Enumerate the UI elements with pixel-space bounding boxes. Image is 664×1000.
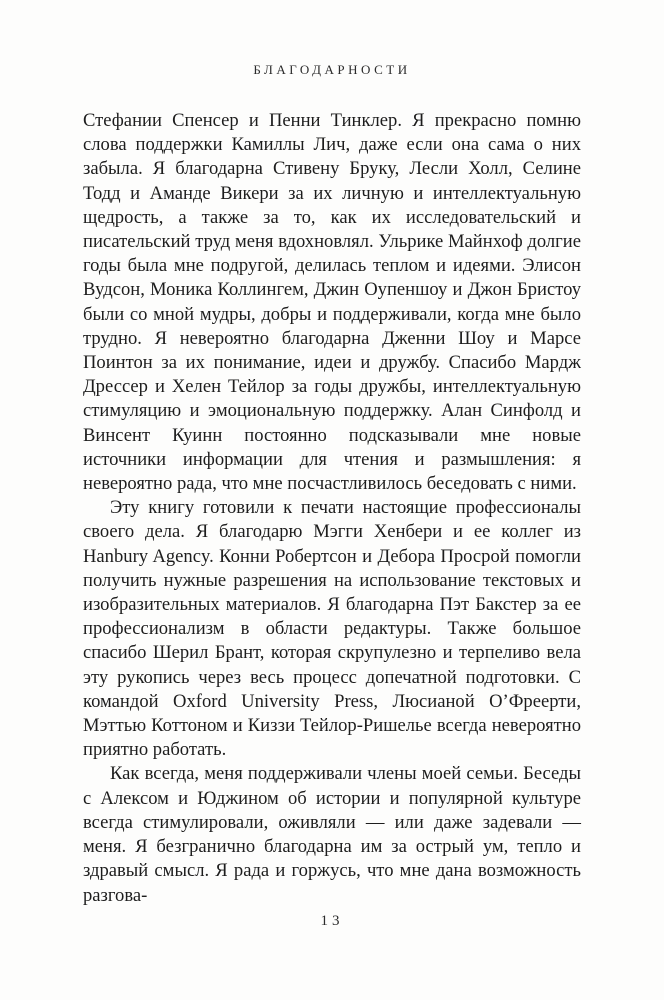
paragraph: Как всегда, меня поддерживали члены моей семьи. Беседы с Алексом и Юджином об истории и популярной культуре всегда стимулировали, оживляли — или даже задевали — меня. Я безгранично благодарна им за острый ум, тепло и здравый смысл. Я рада и горжусь, что мне дана возможность разгова- xyxy=(83,763,581,906)
page-number: 13 xyxy=(320,913,344,929)
paragraph-continuation: Стефании Спенсер и Пенни Тинклер. Я прекрасно помню слова поддержки Камиллы Лич, даже если она сама о них забыла. Я благодарна Стивену Бруку, Лесли Холл, Селине Тодд и Аманде Викери за их личную и интеллектуальную щедрость, а также за то, как их исследовательский и писательский труд меня вдохновлял. Ульрике Майнхоф долгие годы была мне подругой, делилась теплом и идеями. Элисон Вудсон, Моника Коллингем, Джин Оупеншоу и Джон Бристоу были со мной мудры, добры и поддерживали, когда мне было трудно. Я невероятно благодарна Дженни Шоу и Марсе Поинтон за их понимание, идеи и дружбу. Спасибо Мардж Дрессер и Хелен Тейлор за годы дружбы, интеллектуальную стимуляцию и эмоциональную поддержку. Алан Синфолд и Винсент Куинн постоянно подсказывали мне новые источники информации для чтения и размышления: я невероятно рада, что мне посчастливилось беседовать с ними. xyxy=(83,110,581,495)
paragraph: Эту книгу готовили к печати настоящие профессионалы своего дела. Я благодарю Мэгги Хенбери и ее коллег из Hanbury Agency. Конни Робертсон и Дебора Просрой помогли получить нужные разрешения на использование текстовых и изобразительных материалов. Я благодарна Пэт Бакстер за ее профессионализм в области редактуры. Также большое спасибо Шерил Брант, которая скрупулезно и терпеливо вела эту рукопись через весь процесс допечатной подготовки. С командой Oxford University Press, Люсианой О’Фреерти, Мэттью Коттоном и Киззи Тейлор-Ришелье всегда невероятно приятно работать. xyxy=(83,497,581,761)
chapter-running-head: БЛАГОДАРНОСТИ xyxy=(253,62,411,77)
body-text-block xyxy=(83,109,581,908)
